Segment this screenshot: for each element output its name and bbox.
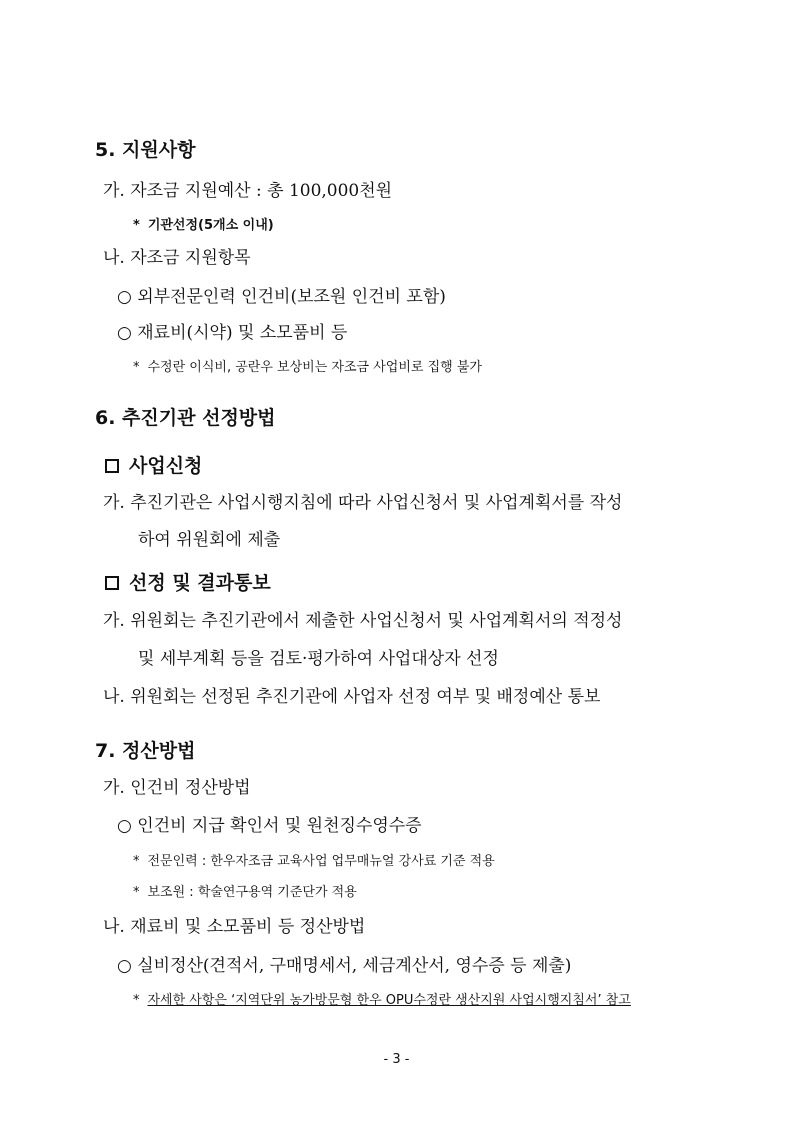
s7-item-a-note1-text: 전문인력 : 한우자조금 교육사업 업무매뉴얼 강사료 기준 적용 <box>147 854 495 869</box>
s5-item-a-note <box>133 214 274 233</box>
s7-item-a1: ○ 인건비 지급 확인서 및 원천징수영수증 <box>117 816 422 836</box>
s5-item-a-note-text: 기관선정(5개소 이내) <box>147 218 274 233</box>
s5-item-b2: ○ 재료비(시약) 및 소모품비 등 <box>117 323 348 343</box>
checkbox-square-icon <box>105 576 119 590</box>
s5-item-b1: ○ 외부전문인력 인건비(보조원 인건비 포함) <box>117 287 446 307</box>
s7-item-b-note <box>133 989 631 1008</box>
page-number: - 3 - <box>383 1052 410 1067</box>
s7-item-a-note2 <box>133 881 357 900</box>
section-6-title: 6. 추진기관 선정방법 <box>95 407 276 429</box>
s5-item-b: 나. 자조금 지원항목 <box>103 248 251 268</box>
asterisk-icon: * <box>133 885 140 900</box>
s7-item-b1: ○ 실비정산(견적서, 구매명세서, 세금계산서, 영수증 등 제출) <box>117 956 572 976</box>
s6-result-b: 나. 위원회는 선정된 추진기관에 사업자 선정 여부 및 배정예산 통보 <box>103 687 601 707</box>
asterisk-icon: * <box>133 993 140 1008</box>
s7-item-a-note1 <box>133 850 495 869</box>
s6-subsection-result <box>105 568 271 595</box>
s5-item-b-note <box>133 356 482 375</box>
s6-subsection-apply-title: 사업신청 <box>129 455 203 477</box>
s7-item-a: 가. 인건비 정산방법 <box>103 778 251 798</box>
section-5-title: 5. 지원사항 <box>95 139 196 161</box>
s7-item-b-note-text: 자세한 사항은 ‘지역단위 농가방문형 한우 OPU수정란 생산지원 사업시행지침서’ 참고 <box>147 993 631 1008</box>
s6-apply-a-line1: 가. 추진기관은 사업시행지침에 따라 사업신청서 및 사업계획서를 작성 <box>103 493 623 513</box>
s5-item-a: 가. 자조금 지원예산 : 총 100,000천원 <box>103 181 393 201</box>
s6-subsection-result-title: 선정 및 결과통보 <box>129 572 271 594</box>
asterisk-icon: * <box>133 360 140 375</box>
s6-result-a-line2: 및 세부계획 등을 검토·평가하여 사업대상자 선정 <box>138 649 499 669</box>
s7-item-a-note2-text: 보조원 : 학술연구용역 기준단가 적용 <box>147 885 357 900</box>
s6-apply-a-line2: 하여 위원회에 제출 <box>138 530 281 550</box>
s6-subsection-apply <box>105 451 202 478</box>
section-7-title: 7. 정산방법 <box>95 740 196 762</box>
asterisk-icon: * <box>133 854 140 869</box>
s6-result-a-line1: 가. 위원회는 추진기관에서 제출한 사업신청서 및 사업계획서의 적정성 <box>103 611 623 631</box>
s7-item-b: 나. 재료비 및 소모품비 등 정산방법 <box>103 917 366 937</box>
s5-item-b-note-text: 수정란 이식비, 공란우 보상비는 자조금 사업비로 집행 불가 <box>147 360 482 375</box>
checkbox-square-icon <box>105 459 119 473</box>
asterisk-icon: * <box>133 218 140 233</box>
